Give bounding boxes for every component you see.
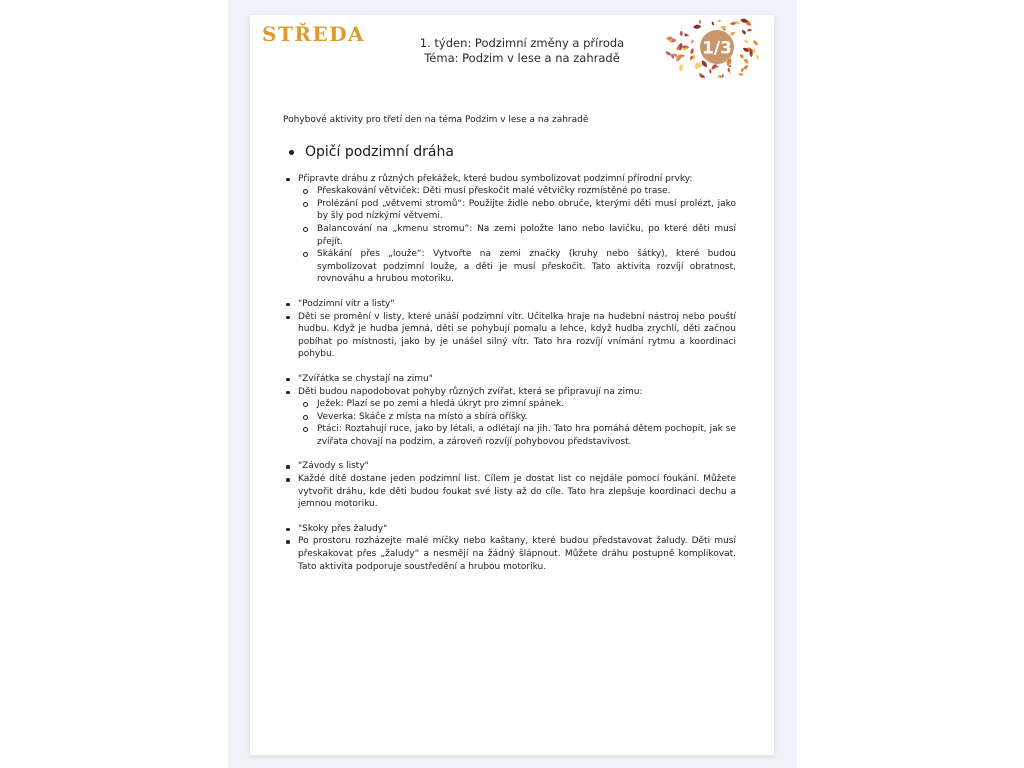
sub-list-item: Prolézání pod „větvemi stromů“: Použijte židle nebo obruče, kterými děti musí prolézt, jako by šly pod nízkými větvemi.: [300, 198, 736, 223]
intro-text: Pohybové aktivity pro třetí den na téma Podzim v lese a na zahradě: [283, 115, 589, 125]
section-title: "Závody s listy": [283, 460, 736, 473]
section-lead: Děti budou napodobovat pohyby různých zvířat, která se připravují na zimu:: [298, 386, 643, 397]
section-title: "Podzimní vítr a listy": [283, 298, 736, 311]
leaf-icon: [699, 19, 701, 24]
leaf-icon: [693, 24, 702, 29]
section-wind-and-leaves: [283, 298, 736, 361]
sub-list-item: Veverka: Skáče z místa na místo a sbírá oříšky.: [300, 411, 736, 424]
section-text: Po prostoru rozházejte malé míčky nebo kaštany, které budou představovat žaludy. Děti musí přeskakovat přes „žaludy“ a nesmějí na žádný šlápnout. Můžete dráhu postupně komplikovat. Tato aktivita podporuje soustředění a hrubou motoriku.: [283, 535, 736, 573]
section-lead: Připravte dráhu z různých překážek, které budou symbolizovat podzimní přírodní prvky:: [298, 173, 693, 184]
day-title: STŘEDA: [262, 22, 366, 46]
section-title: "Zvířátka se chystají na zimu": [283, 373, 736, 386]
leaf-icon: [729, 31, 736, 37]
sub-list-item: Přeskakování větviček: Děti musí přeskočit malé větvičky rozmístěné po trase.: [300, 185, 736, 198]
sub-list: [298, 398, 736, 448]
leaf-icon: [690, 48, 695, 55]
leaf-icon: [680, 30, 683, 36]
document-page: [250, 15, 774, 755]
list-item: [283, 173, 736, 286]
leaf-icon: [665, 50, 673, 57]
section-obstacle-course: [283, 173, 736, 286]
sub-list-item: Ježek: Plazí se po zemi a hledá úkryt pro zimní spánek.: [300, 398, 736, 411]
leaf-icon: [717, 20, 721, 23]
sub-list-item: Ptáci: Roztahují ruce, jako by létali, a odlétají na jih. Tato hra pomáhá dětem pochopit, jak se zvířata chovají na podzim, a zároveň rozvíjí pohybovou představivost.: [300, 423, 736, 448]
section-text: Každé dítě dostane jeden podzimní list. Cílem je dostat list co nejdále pomocí foukání. Můžete vytvořit dráhu, kde děti budou foukat své listy až do cíle. Tato hra zlepšuje koordinaci dechu a jemnou motoriku.: [283, 473, 736, 511]
sub-list-item: Skákání přes „louže“: Vytvořte na zemi značky (kruhy nebo šátky), které budou symbolizovat podzimní louže, a děti je musí přeskočit. Tato aktivita rozvíjí obratnost, rovnováhu a hrubou motoriku.: [300, 248, 736, 286]
main-heading: Opičí podzimní dráha: [283, 143, 736, 161]
page-badge: 1/3: [702, 38, 732, 59]
document-content: [283, 114, 736, 573]
list-item: [283, 386, 736, 449]
leaf-icon: [747, 29, 752, 32]
leaf-icon: [752, 39, 759, 46]
leaf-icon: [720, 25, 727, 29]
leaf-icon: [753, 48, 756, 54]
sub-list-item: Balancování na „kmenu stromu“: Na zemi položte lano nebo lavičku, po které děti musí přejít.: [300, 223, 736, 248]
section-acorn-jumps: [283, 523, 736, 573]
leaf-icon: [690, 39, 695, 44]
section-leaf-race: [283, 460, 736, 510]
leaf-icon: [755, 54, 760, 60]
sub-list: [298, 185, 736, 286]
autumn-leaves-wreath-icon: [648, 15, 760, 83]
leaf-icon: [678, 63, 684, 71]
leaf-icon: [741, 29, 747, 36]
theme-line: Téma: Podzim v lese a na zahradě: [424, 50, 620, 65]
week-line: 1. týden: Podzimní změny a příroda: [419, 36, 625, 50]
leaf-icon: [738, 73, 744, 77]
section-title: "Skoky přes žaludy": [283, 523, 736, 536]
leaf-icon: [711, 21, 715, 26]
page-header: [402, 36, 642, 65]
section-text: Děti se promění v listy, které unáší podzimní vítr. Učitelka hraje na hudební nástroj nebo pouští hudbu. Když je hudba jemná, děti se pohybují pomalu a lehce, když hudba zrychlí, děti začnou pobíhat po místnosti, jako by je unášel silný vítr. Tato hra rozvíjí vnímání rytmu a koordinaci pohybu.: [283, 311, 736, 361]
leaf-icon: [743, 39, 749, 44]
section-animals-winter: [283, 373, 736, 449]
